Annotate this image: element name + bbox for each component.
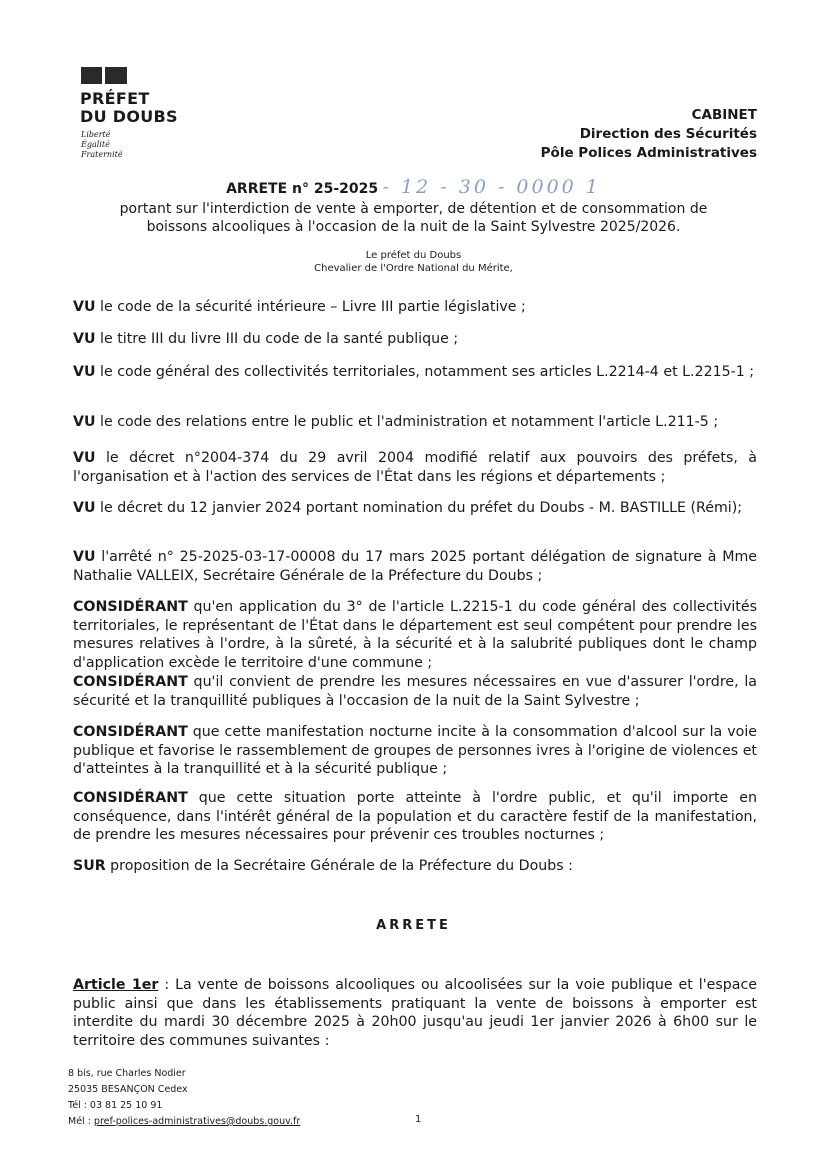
arrete-heading: ARRETE	[376, 918, 451, 933]
vu-paragraph	[73, 413, 757, 432]
keyword: SUR	[73, 858, 106, 874]
keyword: VU	[73, 500, 96, 516]
paragraph-text: que cette situation porte atteinte à l'ordre public, et qu'il importe en conséquence, dans l'intérêt général de la population et du caractère festif de la manifestation, de prendre les mesures nécessaires pour prévenir ces troubles nocturnes ;	[73, 790, 757, 843]
paragraph-text: le décret du 12 janvier 2024 portant nomination du préfet du Doubs - M. BASTILLE (Rémi);	[95, 500, 743, 516]
subtitle-line1: portant sur l'interdiction de vente à emporter, de détention et de consommation de	[119, 201, 708, 217]
devise	[81, 130, 123, 160]
keyword: VU	[73, 299, 96, 315]
article-text: : La vente de boissons alcooliques ou alcoolisées sur la voie publique et l'espace public ainsi que dans les établissements pratiquant la vente de boissons à emporter est interdite du mardi 30 décembre 2025 à 20h00 jusqu'au jeudi 1er janvier 2026 à 6h00 sur le territoire des communes suivantes :	[73, 977, 757, 1049]
vu-paragraph	[73, 298, 757, 317]
prefet-logo	[80, 90, 178, 126]
service-direction: Direction des Sécurités	[579, 126, 757, 142]
logo-line2: DU DOUBS	[80, 107, 178, 126]
keyword: VU	[73, 364, 96, 380]
keyword: CONSIDÉRANT	[73, 790, 188, 806]
footer-address	[68, 1066, 300, 1130]
prefet-line1: Le préfet du Doubs	[365, 250, 462, 261]
paragraph-text: l'arrêté n° 25-2025-03-17-00008 du 17 mars 2025 portant délégation de signature à Mme Nathalie VALLEIX, Secrétaire Générale de la Préfecture du Doubs ;	[73, 549, 757, 584]
page-number: 1	[415, 1114, 422, 1125]
paragraph-text: qu'il convient de prendre les mesures nécessaires en vue d'assurer l'ordre, la sécurité et la tranquillité publiques à l'occasion de la nuit de la Saint Sylvestre ;	[73, 674, 757, 709]
vu-paragraph	[73, 548, 757, 585]
keyword: VU	[73, 549, 96, 565]
keyword: CONSIDÉRANT	[73, 724, 188, 740]
considerant-paragraph	[73, 789, 757, 845]
subtitle-line2: boissons alcooliques à l'occasion de la nuit de la Saint Sylvestre 2025/2026.	[146, 219, 681, 235]
article-label: Article 1er	[73, 977, 159, 993]
service-pole: Pôle Polices Administratives	[540, 145, 757, 161]
document-title	[60, 178, 767, 236]
paragraph-text: le code des relations entre le public et l'administration et notamment l'article L.211-5 ;	[95, 414, 719, 430]
logo-line1: PRÉFET	[80, 89, 150, 108]
paragraph-text: qu'en application du 3° de l'article L.2215-1 du code général des collectivités territoriales, le représentant de l'État dans le département est seul compétent pour prendre les mesures relatives à l'ordre, à la sûreté, à la sécurité et à la salubrité publiques dont le champ d'application excède le territoire d'une commune ;	[73, 599, 757, 671]
keyword: VU	[73, 414, 96, 430]
vu-paragraph	[73, 449, 757, 486]
considerant-paragraph	[73, 723, 757, 779]
service-cabinet: CABINET	[691, 107, 757, 123]
paragraph-text: le code général des collectivités territoriales, notamment ses articles L.2214-4 et L.2215-1 ;	[95, 364, 755, 380]
prefet-intro	[60, 249, 767, 275]
paragraph-text: que cette manifestation nocturne incite à la consommation d'alcool sur la voie publique et favorise le rassemblement de groupes de personnes ivres à l'origine de violences et d'atteintes à la tranquillité et à la sécurité publique ;	[73, 724, 757, 777]
keyword: CONSIDÉRANT	[73, 599, 188, 615]
article-1	[73, 976, 757, 1050]
considerant-paragraph	[73, 673, 757, 710]
paragraph-text: le décret n°2004-374 du 29 avril 2004 modifié relatif aux pouvoirs des préfets, à l'organisation et à l'action des services de l'État dans les régions et départements ;	[73, 450, 757, 485]
vu-paragraph	[73, 330, 757, 349]
paragraph-text: proposition de la Secrétaire Générale de la Préfecture du Doubs :	[105, 858, 573, 874]
footer-email-link[interactable]: pref-polices-administratives@doubs.gouv.fr	[93, 1116, 301, 1127]
prefet-line2: Chevalier de l'Ordre National du Mérite,	[314, 263, 513, 274]
paragraph-text: le titre III du livre III du code de la santé publique ;	[95, 331, 459, 347]
devise-egalite: Égalité	[81, 140, 110, 149]
footer-phone: Tél : 03 81 25 10 91	[68, 1100, 163, 1111]
keyword: VU	[73, 331, 96, 347]
considerant-paragraph	[73, 598, 757, 672]
handwritten-number: - 12 - 30 - 0000 1	[382, 176, 601, 198]
service-block	[541, 106, 757, 163]
keyword: VU	[73, 450, 96, 466]
keyword: CONSIDÉRANT	[73, 674, 188, 690]
sur-paragraph	[73, 857, 757, 876]
footer-city: 25035 BESANÇON Cedex	[68, 1084, 188, 1095]
vu-paragraph	[73, 363, 757, 382]
vu-paragraph	[73, 499, 757, 518]
paragraph-text: le code de la sécurité intérieure – Livre III partie législative ;	[95, 299, 526, 315]
arrete-number: ARRETE n° 25-2025	[226, 181, 379, 197]
devise-fraternite: Fraternité	[81, 150, 123, 159]
marianne-logo-icon	[81, 67, 127, 84]
footer-street: 8 bis, rue Charles Nodier	[68, 1068, 186, 1079]
footer-email-label: Mél :	[68, 1116, 94, 1127]
devise-liberte: Liberté	[81, 130, 111, 139]
